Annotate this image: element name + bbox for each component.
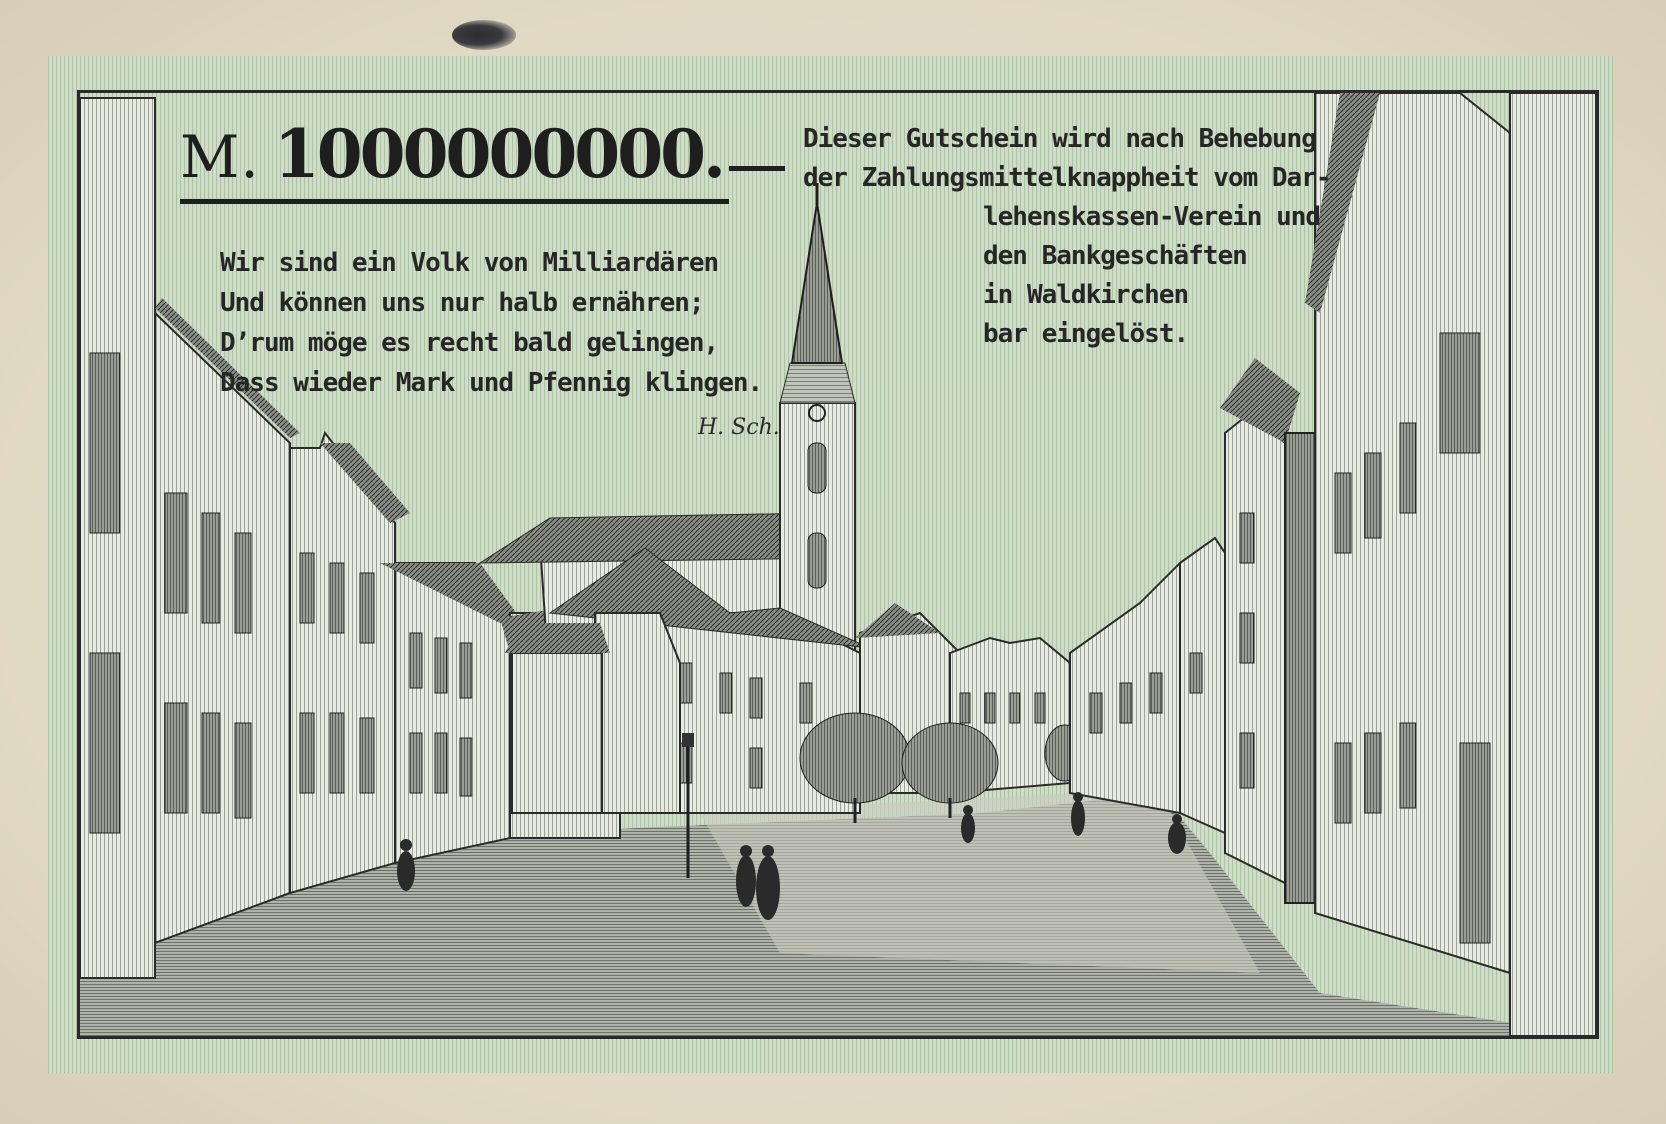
amount-dash — [729, 166, 785, 171]
poem-line: Und können uns nur halb ernähren; — [220, 288, 704, 318]
notice-line: Dieser Gutschein wird nach Behebung — [803, 124, 1316, 154]
amount-underline — [180, 199, 729, 204]
notice-line: lehenskassen-Verein und — [983, 202, 1321, 232]
redemption-notice — [803, 120, 1331, 354]
poem-line: Wir sind ein Volk von Milliardären — [220, 248, 719, 278]
currency-prefix: M. — [180, 123, 260, 191]
poem-line: D’rum möge es recht bald gelingen, — [220, 328, 719, 358]
poem — [220, 243, 762, 403]
ink-stain — [452, 20, 516, 50]
amount-value: 1000000000. — [273, 115, 724, 193]
denomination — [180, 115, 785, 193]
notice-line: bar eingelöst. — [983, 319, 1189, 349]
poem-signature: H. Sch. — [698, 415, 780, 440]
notice-line: in Waldkirchen — [983, 280, 1189, 310]
poem-line: Dass wieder Mark und Pfennig klingen. — [220, 368, 763, 398]
notice-line: der Zahlungsmittelknappheit vom Dar- — [803, 163, 1331, 193]
notice-line: den Bankgeschäften — [983, 241, 1247, 271]
